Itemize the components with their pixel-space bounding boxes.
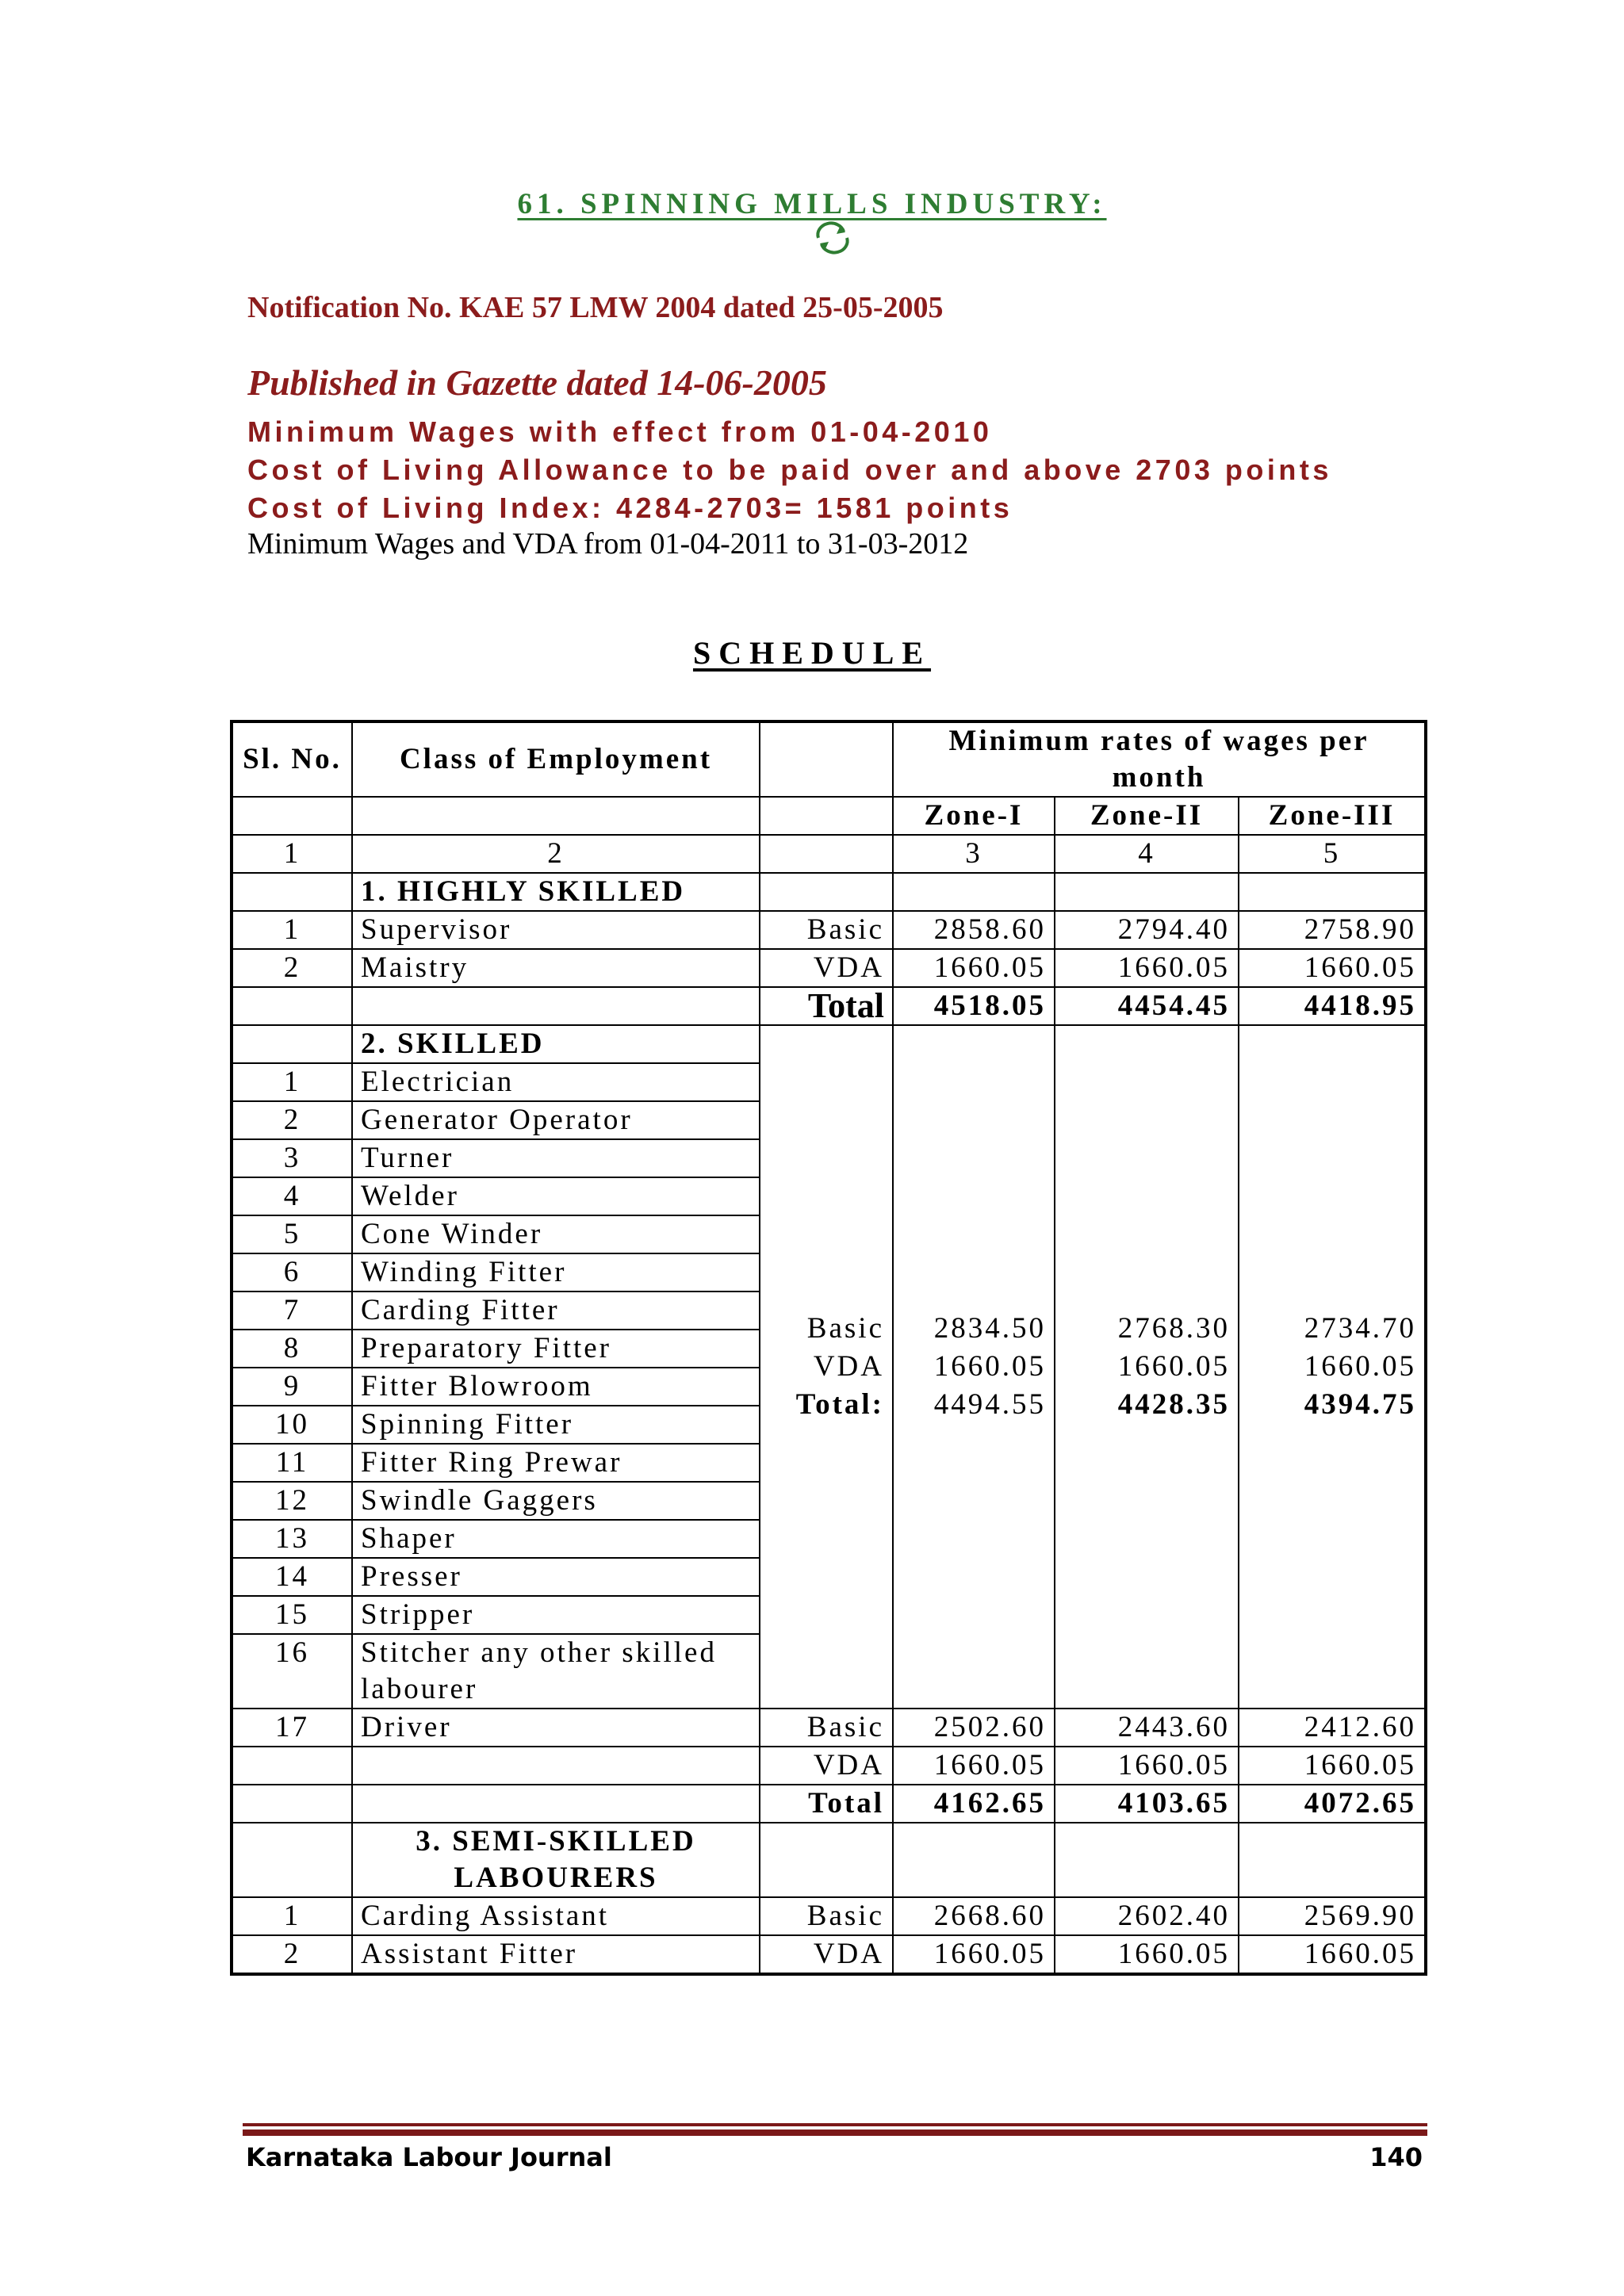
header-zone-2: Zone-II bbox=[1055, 797, 1239, 835]
header-sl-no: Sl. No. bbox=[232, 721, 352, 797]
col-number: 3 bbox=[893, 835, 1055, 873]
table-row: 6 Winding Fitter bbox=[232, 1253, 1426, 1292]
section-heading-highly-skilled: 1. HIGHLY SKILLED bbox=[352, 873, 760, 911]
col-number: 4 bbox=[1055, 835, 1239, 873]
header-class: Class of Employment bbox=[352, 721, 760, 797]
cola-line: Cost of Living Allowance to be paid over and above 2703 points bbox=[247, 453, 1332, 486]
table-row: 4 Welder bbox=[232, 1177, 1426, 1215]
table-row: 14 Presser bbox=[232, 1558, 1426, 1596]
table-row: 11 Fitter Ring Prewar bbox=[232, 1444, 1426, 1482]
table-row: 15 Stripper bbox=[232, 1596, 1426, 1634]
column-number-row bbox=[232, 835, 1426, 873]
skilled-components: Basic VDA Total: bbox=[760, 1025, 893, 1709]
page-title bbox=[0, 187, 1624, 221]
table-row: 10 Spinning Fitter bbox=[232, 1406, 1426, 1444]
skilled-zone-1: 2834.50 1660.05 4494.55 bbox=[893, 1025, 1055, 1709]
schedule-heading: SCHEDULE bbox=[692, 635, 932, 671]
refresh-ornament-icon bbox=[812, 220, 853, 255]
table-row: 3 Turner bbox=[232, 1139, 1426, 1177]
section-heading-semi-skilled: 3. SEMI-SKILLED LABOURERS bbox=[352, 1823, 760, 1897]
living-index-line: Cost of Living Index: 4284-2703= 1581 points bbox=[247, 492, 1013, 524]
notification-number: Notification No. KAE 57 LMW 2004 dated 25-05-2005 bbox=[247, 291, 944, 324]
col-number: 2 bbox=[352, 835, 760, 873]
page-number: 140 bbox=[1369, 2142, 1423, 2172]
table-row: 7 Carding Fitter bbox=[232, 1292, 1426, 1330]
table-row: 2 Assistant Fitter VDA 1660.05 1660.05 1660.05 bbox=[232, 1935, 1426, 1974]
section-heading-row bbox=[232, 873, 1426, 911]
table-row: 17 Driver Basic 2502.60 2443.60 2412.60 bbox=[232, 1709, 1426, 1747]
total-row: Total 4518.05 4454.45 4418.95 bbox=[232, 987, 1426, 1025]
wage-schedule-table bbox=[230, 720, 1427, 1976]
table-row: 2 Generator Operator bbox=[232, 1101, 1426, 1139]
table-row: 13 Shaper bbox=[232, 1520, 1426, 1558]
page-title-text: 61. SPINNING MILLS INDUSTRY: bbox=[517, 188, 1107, 220]
table-row: VDA 1660.05 1660.05 1660.05 bbox=[232, 1747, 1426, 1785]
footer-rule bbox=[243, 2130, 1427, 2136]
section-heading-row bbox=[232, 1823, 1426, 1897]
table-row: 5 Cone Winder bbox=[232, 1215, 1426, 1253]
col-number: 5 bbox=[1239, 835, 1426, 873]
table-row: 2 Maistry VDA 1660.05 1660.05 1660.05 bbox=[232, 949, 1426, 987]
journal-name: Karnataka Labour Journal bbox=[246, 2142, 612, 2172]
period-line: Minimum Wages and VDA from 01-04-2011 to 31-03-2012 bbox=[247, 527, 969, 561]
skilled-zone-3: 2734.70 1660.05 4394.75 bbox=[1239, 1025, 1426, 1709]
skilled-zone-2: 2768.30 1660.05 4428.35 bbox=[1055, 1025, 1239, 1709]
footer-rule bbox=[243, 2123, 1427, 2126]
table-row: 1 Supervisor Basic 2858.60 2794.40 2758.90 bbox=[232, 911, 1426, 949]
table-row: 9 Fitter Blowroom bbox=[232, 1368, 1426, 1406]
table-row: 12 Swindle Gaggers bbox=[232, 1482, 1426, 1520]
table-row: 1 Electrician bbox=[232, 1063, 1426, 1101]
header-blank bbox=[760, 721, 893, 797]
effect-date-line: Minimum Wages with effect from 01-04-2010 bbox=[247, 415, 993, 448]
section-heading-skilled: 2. SKILLED bbox=[352, 1025, 760, 1063]
zone-header-row bbox=[232, 797, 1426, 835]
table-row: 8 Preparatory Fitter bbox=[232, 1330, 1426, 1368]
gazette-date: Published in Gazette dated 14-06-2005 bbox=[247, 362, 827, 403]
col-number: 1 bbox=[232, 835, 352, 873]
total-row: Total 4162.65 4103.65 4072.65 bbox=[232, 1785, 1426, 1823]
header-rates: Minimum rates of wages per month bbox=[893, 721, 1426, 797]
table-row: 1 Carding Assistant Basic 2668.60 2602.40 2569.90 bbox=[232, 1897, 1426, 1935]
section-heading-row bbox=[232, 1025, 1426, 1063]
table-row: 16 Stitcher any other skilled labourer bbox=[232, 1634, 1426, 1709]
header-zone-1: Zone-I bbox=[893, 797, 1055, 835]
header-zone-3: Zone-III bbox=[1239, 797, 1426, 835]
table-header-row bbox=[232, 721, 1426, 797]
